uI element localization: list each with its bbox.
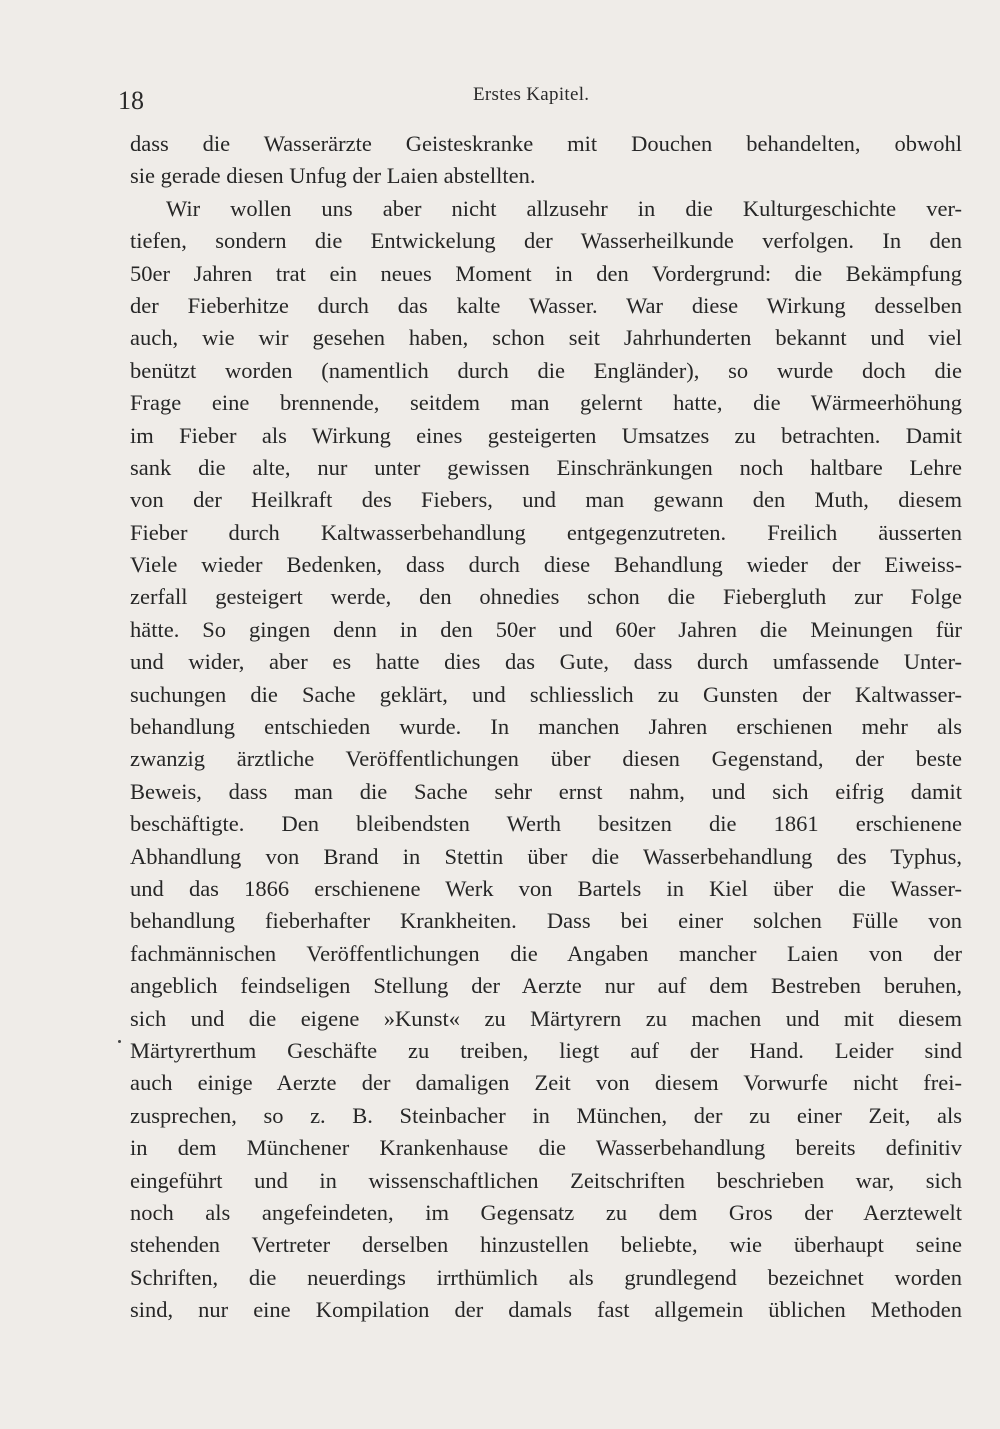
text-line: behandlung fieberhafter Krankheiten. Dass bei einer solchen Fülle von	[130, 908, 962, 934]
text-line: sich und die eigene »Kunst« zu Märtyrern zu machen und mit diesem	[130, 1005, 962, 1031]
ink-speck	[118, 1040, 121, 1043]
text-line: zusprechen, so z. B. Steinbacher in München, der zu einer Zeit, als	[130, 1102, 962, 1128]
text-line: im Fieber als Wirkung eines gesteigerten Umsatzes zu betrachten. Damit	[130, 422, 962, 448]
text-line: suchungen die Sache geklärt, und schliesslich zu Gunsten der Kaltwasser-	[130, 681, 962, 707]
text-line: Beweis, dass man die Sache sehr ernst nahm, und sich eifrig damit	[130, 778, 962, 804]
body-text	[130, 128, 962, 1326]
text-line: behandlung entschieden wurde. In manchen Jahren erschienen mehr als	[130, 714, 962, 740]
text-line: Fieber durch Kaltwasserbehandlung entgegenzutreten. Freilich äusserten	[130, 519, 962, 545]
text-line: und das 1866 erschienene Werk von Bartels in Kiel über die Wasser-	[130, 875, 962, 901]
text-line: Frage eine brennende, seitdem man gelernt hatte, die Wärmeerhöhung	[130, 390, 962, 416]
text-line: Märtyrerthum Geschäfte zu treiben, liegt auf der Hand. Leider sind	[130, 1037, 962, 1063]
text-line: auch, wie wir gesehen haben, schon seit Jahrhunderten bekannt und viel	[130, 325, 962, 351]
text-line: von der Heilkraft des Fiebers, und man gewann den Muth, diesem	[130, 487, 962, 513]
text-line: und wider, aber es hatte dies das Gute, dass durch umfassende Unter-	[130, 649, 962, 675]
text-line: in dem Münchener Krankenhause die Wasserbehandlung bereits definitiv	[130, 1135, 962, 1161]
running-head: Erstes Kapitel.	[473, 84, 590, 105]
text-line: sind, nur eine Kompilation der damals fast allgemein üblichen Methoden	[130, 1297, 962, 1323]
page-header	[118, 80, 958, 120]
text-line: beschäftigte. Den bleibendsten Werth besitzen die 1861 erschienene	[130, 811, 962, 837]
text-line: Viele wieder Bedenken, dass durch diese Behandlung wieder der Eiweiss-	[130, 552, 962, 578]
text-line: fachmännischen Veröffentlichungen die Angaben mancher Laien von der	[130, 940, 962, 966]
text-line: 50er Jahren trat ein neues Moment in den Vordergrund: die Bekämpfung	[130, 260, 962, 286]
text-line: tiefen, sondern die Entwickelung der Wasserheilkunde verfolgen. In den	[130, 228, 962, 254]
text-line: noch als angefeindeten, im Gegensatz zu dem Gros der Aerztewelt	[130, 1199, 962, 1225]
text-line: benützt worden (namentlich durch die Engländer), so wurde doch die	[130, 357, 962, 383]
text-line: eingeführt und in wissenschaftlichen Zeitschriften beschrieben war, sich	[130, 1167, 962, 1193]
text-line: dass die Wasserärzte Geisteskranke mit Douchen behandelten, obwohl	[130, 131, 962, 156]
text-line: zerfall gesteigert werde, den ohnedies schon die Fiebergluth zur Folge	[130, 584, 962, 610]
page-number: 18	[118, 86, 144, 115]
text-line: Schriften, die neuerdings irrthümlich als grundlegend bezeichnet worden	[130, 1264, 962, 1290]
text-line: Abhandlung von Brand in Stettin über die Wasserbehandlung des Typhus,	[130, 843, 962, 869]
text-line: sie gerade diesen Unfug der Laien abstellten.	[130, 163, 536, 189]
text-line: sank die alte, nur unter gewissen Einschränkungen noch haltbare Lehre	[130, 454, 962, 480]
text-line: angeblich feindseligen Stellung der Aerzte nur auf dem Bestreben beruhen,	[130, 973, 962, 999]
text-line: der Fieberhitze durch das kalte Wasser. War diese Wirkung desselben	[130, 292, 962, 318]
text-line: stehenden Vertreter derselben hinzustellen beliebte, wie überhaupt seine	[130, 1232, 962, 1258]
text-line: hätte. So gingen denn in den 50er und 60er Jahren die Meinungen für	[130, 616, 962, 642]
text-line: zwanzig ärztliche Veröffentlichungen über diesen Gegenstand, der beste	[130, 746, 962, 772]
text-line: Wir wollen uns aber nicht allzusehr in die Kulturgeschichte ver-	[166, 195, 962, 221]
text-line: auch einige Aerzte der damaligen Zeit von diesem Vorwurfe nicht frei-	[130, 1070, 962, 1096]
